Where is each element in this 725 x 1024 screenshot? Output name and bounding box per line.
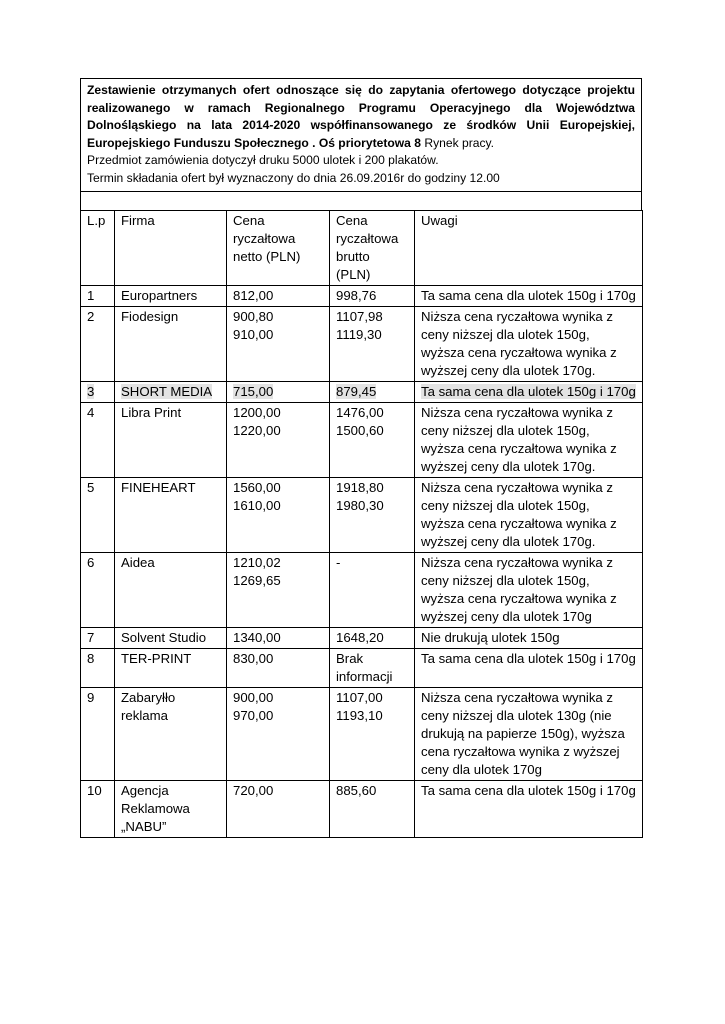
cell-text: 6 [87, 555, 95, 570]
cell-net-price [227, 553, 330, 628]
cell-text: 1648,20 [336, 630, 384, 645]
cell-text: 1476,00 [336, 405, 384, 420]
document-header [80, 78, 642, 191]
cell-gross-price [330, 382, 415, 403]
cell-firm [115, 781, 227, 838]
cell-text: 1200,00 [233, 405, 281, 420]
cell-text: Aidea [121, 555, 155, 570]
cell-text: 1918,80 [336, 480, 384, 495]
cell-text: 8 [87, 651, 95, 666]
table-row [81, 553, 643, 628]
cell-text: 970,00 [233, 708, 274, 723]
table-row [81, 403, 643, 478]
offers-table [80, 210, 643, 838]
document [80, 78, 642, 838]
cell-text: Nie drukują ulotek 150g [421, 630, 560, 645]
col-header-net [227, 211, 330, 286]
cell-gross-price [330, 307, 415, 382]
cell-text: Ta sama cena dla ulotek 150g i 170g [421, 384, 636, 399]
col-header-notes: Uwagi [415, 211, 643, 286]
cell-text: 7 [87, 630, 95, 645]
cell-text: 1560,00 [233, 480, 281, 495]
cell-text: 1610,00 [233, 498, 281, 513]
table-header-row [81, 211, 643, 286]
cell-text: 1193,10 [336, 708, 383, 723]
cell-notes [415, 478, 643, 553]
cell-lp [81, 307, 115, 382]
col-header-net-text: Cena ryczałtowa netto (PLN) [233, 213, 301, 264]
cell-net-price [227, 628, 330, 649]
cell-text: 4 [87, 405, 95, 420]
cell-lp [81, 286, 115, 307]
cell-text: Agencja Reklamowa „NABU” [121, 783, 190, 834]
cell-firm [115, 628, 227, 649]
cell-text: 998,76 [336, 288, 377, 303]
cell-text: 1500,60 [336, 423, 384, 438]
cell-firm [115, 688, 227, 781]
cell-gross-price [330, 781, 415, 838]
cell-gross-price [330, 403, 415, 478]
cell-gross-price [330, 286, 415, 307]
cell-text: 715,00 [233, 384, 274, 399]
header-subject: Przedmiot zamówienia dotyczył druku 5000 ulotek i 200 plakatów. [87, 153, 439, 167]
cell-text: - [336, 555, 341, 570]
table-row [81, 307, 643, 382]
cell-lp [81, 688, 115, 781]
cell-text: 720,00 [233, 783, 274, 798]
header-title-suffix: Rynek pracy. [420, 135, 495, 150]
cell-lp [81, 781, 115, 838]
cell-text: Fiodesign [121, 309, 179, 324]
cell-net-price [227, 307, 330, 382]
cell-net-price [227, 781, 330, 838]
cell-text: 1220,00 [233, 423, 281, 438]
cell-text: 885,60 [336, 783, 377, 798]
cell-text: Ta sama cena dla ulotek 150g i 170g [421, 288, 636, 303]
cell-notes [415, 307, 643, 382]
cell-text: Solvent Studio [121, 630, 207, 645]
cell-firm [115, 286, 227, 307]
cell-text: FINEHEART [121, 480, 196, 495]
table-body [81, 286, 643, 838]
cell-gross-price [330, 688, 415, 781]
cell-text: Niższa cena ryczałtowa wynika z ceny niższej dla ulotek 150g, wyższa cena ryczałtowa wynika z wyższej ceny dla ulotek 170g. [421, 309, 617, 378]
cell-text: Niższa cena ryczałtowa wynika z ceny niższej dla ulotek 150g, wyższa cena ryczałtowa wynika z wyższej ceny dla ulotek 170g. [421, 480, 617, 549]
cell-text: TER-PRINT [121, 651, 192, 666]
cell-notes [415, 286, 643, 307]
cell-gross-price [330, 478, 415, 553]
cell-notes [415, 628, 643, 649]
cell-firm [115, 553, 227, 628]
cell-firm [115, 649, 227, 688]
cell-firm [115, 382, 227, 403]
cell-text: 1340,00 [233, 630, 281, 645]
cell-gross-price [330, 628, 415, 649]
cell-notes [415, 382, 643, 403]
cell-text: Ta sama cena dla ulotek 150g i 170g [421, 651, 636, 666]
cell-text: 9 [87, 690, 95, 705]
cell-text: SHORT MEDIA [121, 384, 213, 399]
cell-text: 879,45 [336, 384, 377, 399]
cell-text: 812,00 [233, 288, 274, 303]
cell-lp [81, 553, 115, 628]
cell-text: Libra Print [121, 405, 182, 420]
cell-net-price [227, 688, 330, 781]
table-row [81, 286, 643, 307]
cell-notes [415, 649, 643, 688]
table-row [81, 649, 643, 688]
table-row [81, 382, 643, 403]
col-header-firm: Firma [115, 211, 227, 286]
table-row [81, 628, 643, 649]
cell-gross-price [330, 553, 415, 628]
cell-notes [415, 403, 643, 478]
cell-net-price [227, 649, 330, 688]
cell-text: 910,00 [233, 327, 274, 342]
cell-text: Europartners [121, 288, 198, 303]
cell-firm [115, 403, 227, 478]
cell-text: Niższa cena ryczałtowa wynika z ceny niższej dla ulotek 150g, wyższa cena ryczałtowa wynika z wyższej ceny dla ulotek 170g. [421, 405, 617, 474]
header-gap [80, 191, 642, 210]
cell-text: 1980,30 [336, 498, 384, 513]
cell-notes [415, 781, 643, 838]
cell-lp [81, 649, 115, 688]
cell-text: 3 [87, 384, 95, 399]
cell-text: Niższa cena ryczałtowa wynika z ceny niższej dla ulotek 130g (nie drukują na papierze 150g), wyższa cena ryczałtowa wynika z wyższej ceny dla ulotek 170g [421, 690, 625, 777]
cell-text: Ta sama cena dla ulotek 150g i 170g [421, 783, 636, 798]
cell-text: 1107,00 [336, 690, 383, 705]
cell-text: 2 [87, 309, 95, 324]
cell-text: 1210,02 [233, 555, 281, 570]
cell-text: Niższa cena ryczałtowa wynika z ceny niższej dla ulotek 150g, wyższa cena ryczałtowa wynika z wyższej ceny dla ulotek 170g [421, 555, 617, 624]
cell-firm [115, 307, 227, 382]
cell-net-price [227, 478, 330, 553]
cell-text: Brak informacji [336, 651, 393, 684]
cell-text: 5 [87, 480, 95, 495]
col-header-gross [330, 211, 415, 286]
cell-net-price [227, 382, 330, 403]
cell-lp [81, 382, 115, 403]
cell-net-price [227, 286, 330, 307]
cell-text: Zabaryłło reklama [121, 690, 176, 723]
header-title-text: Zestawienie otrzymanych ofert odnoszące się do zapytania ofertowego dotyczące projektu realizowanego w ramach Regionalnego Programu Operacyjnego dla Województwa Dolnośląskiego na lata 2014-2020 współfinansowanego ze środków Unii Europejskiej, Europejskiego Funduszu Społecznego . Oś priorytetowa 8 [87, 83, 635, 150]
col-header-lp: L.p [81, 211, 115, 286]
cell-net-price [227, 403, 330, 478]
cell-notes [415, 553, 643, 628]
table-row [81, 781, 643, 838]
cell-text: 1269,65 [233, 573, 281, 588]
cell-text: 1119,30 [336, 327, 382, 342]
cell-firm [115, 478, 227, 553]
cell-lp [81, 403, 115, 478]
cell-notes [415, 688, 643, 781]
table-row [81, 478, 643, 553]
cell-text: 10 [87, 783, 102, 798]
cell-text: 900,80 [233, 309, 274, 324]
cell-text: 1 [87, 288, 95, 303]
header-title [87, 82, 635, 152]
cell-text: 900,00 [233, 690, 274, 705]
table-row [81, 688, 643, 781]
cell-lp [81, 628, 115, 649]
cell-lp [81, 478, 115, 553]
cell-text: 1107,98 [336, 309, 383, 324]
col-header-gross-text: Cena ryczałtowa brutto (PLN) [336, 213, 399, 282]
cell-gross-price [330, 649, 415, 688]
cell-text: 830,00 [233, 651, 274, 666]
header-deadline: Termin składania ofert był wyznaczony do dnia 26.09.2016r do godziny 12.00 [87, 170, 500, 185]
